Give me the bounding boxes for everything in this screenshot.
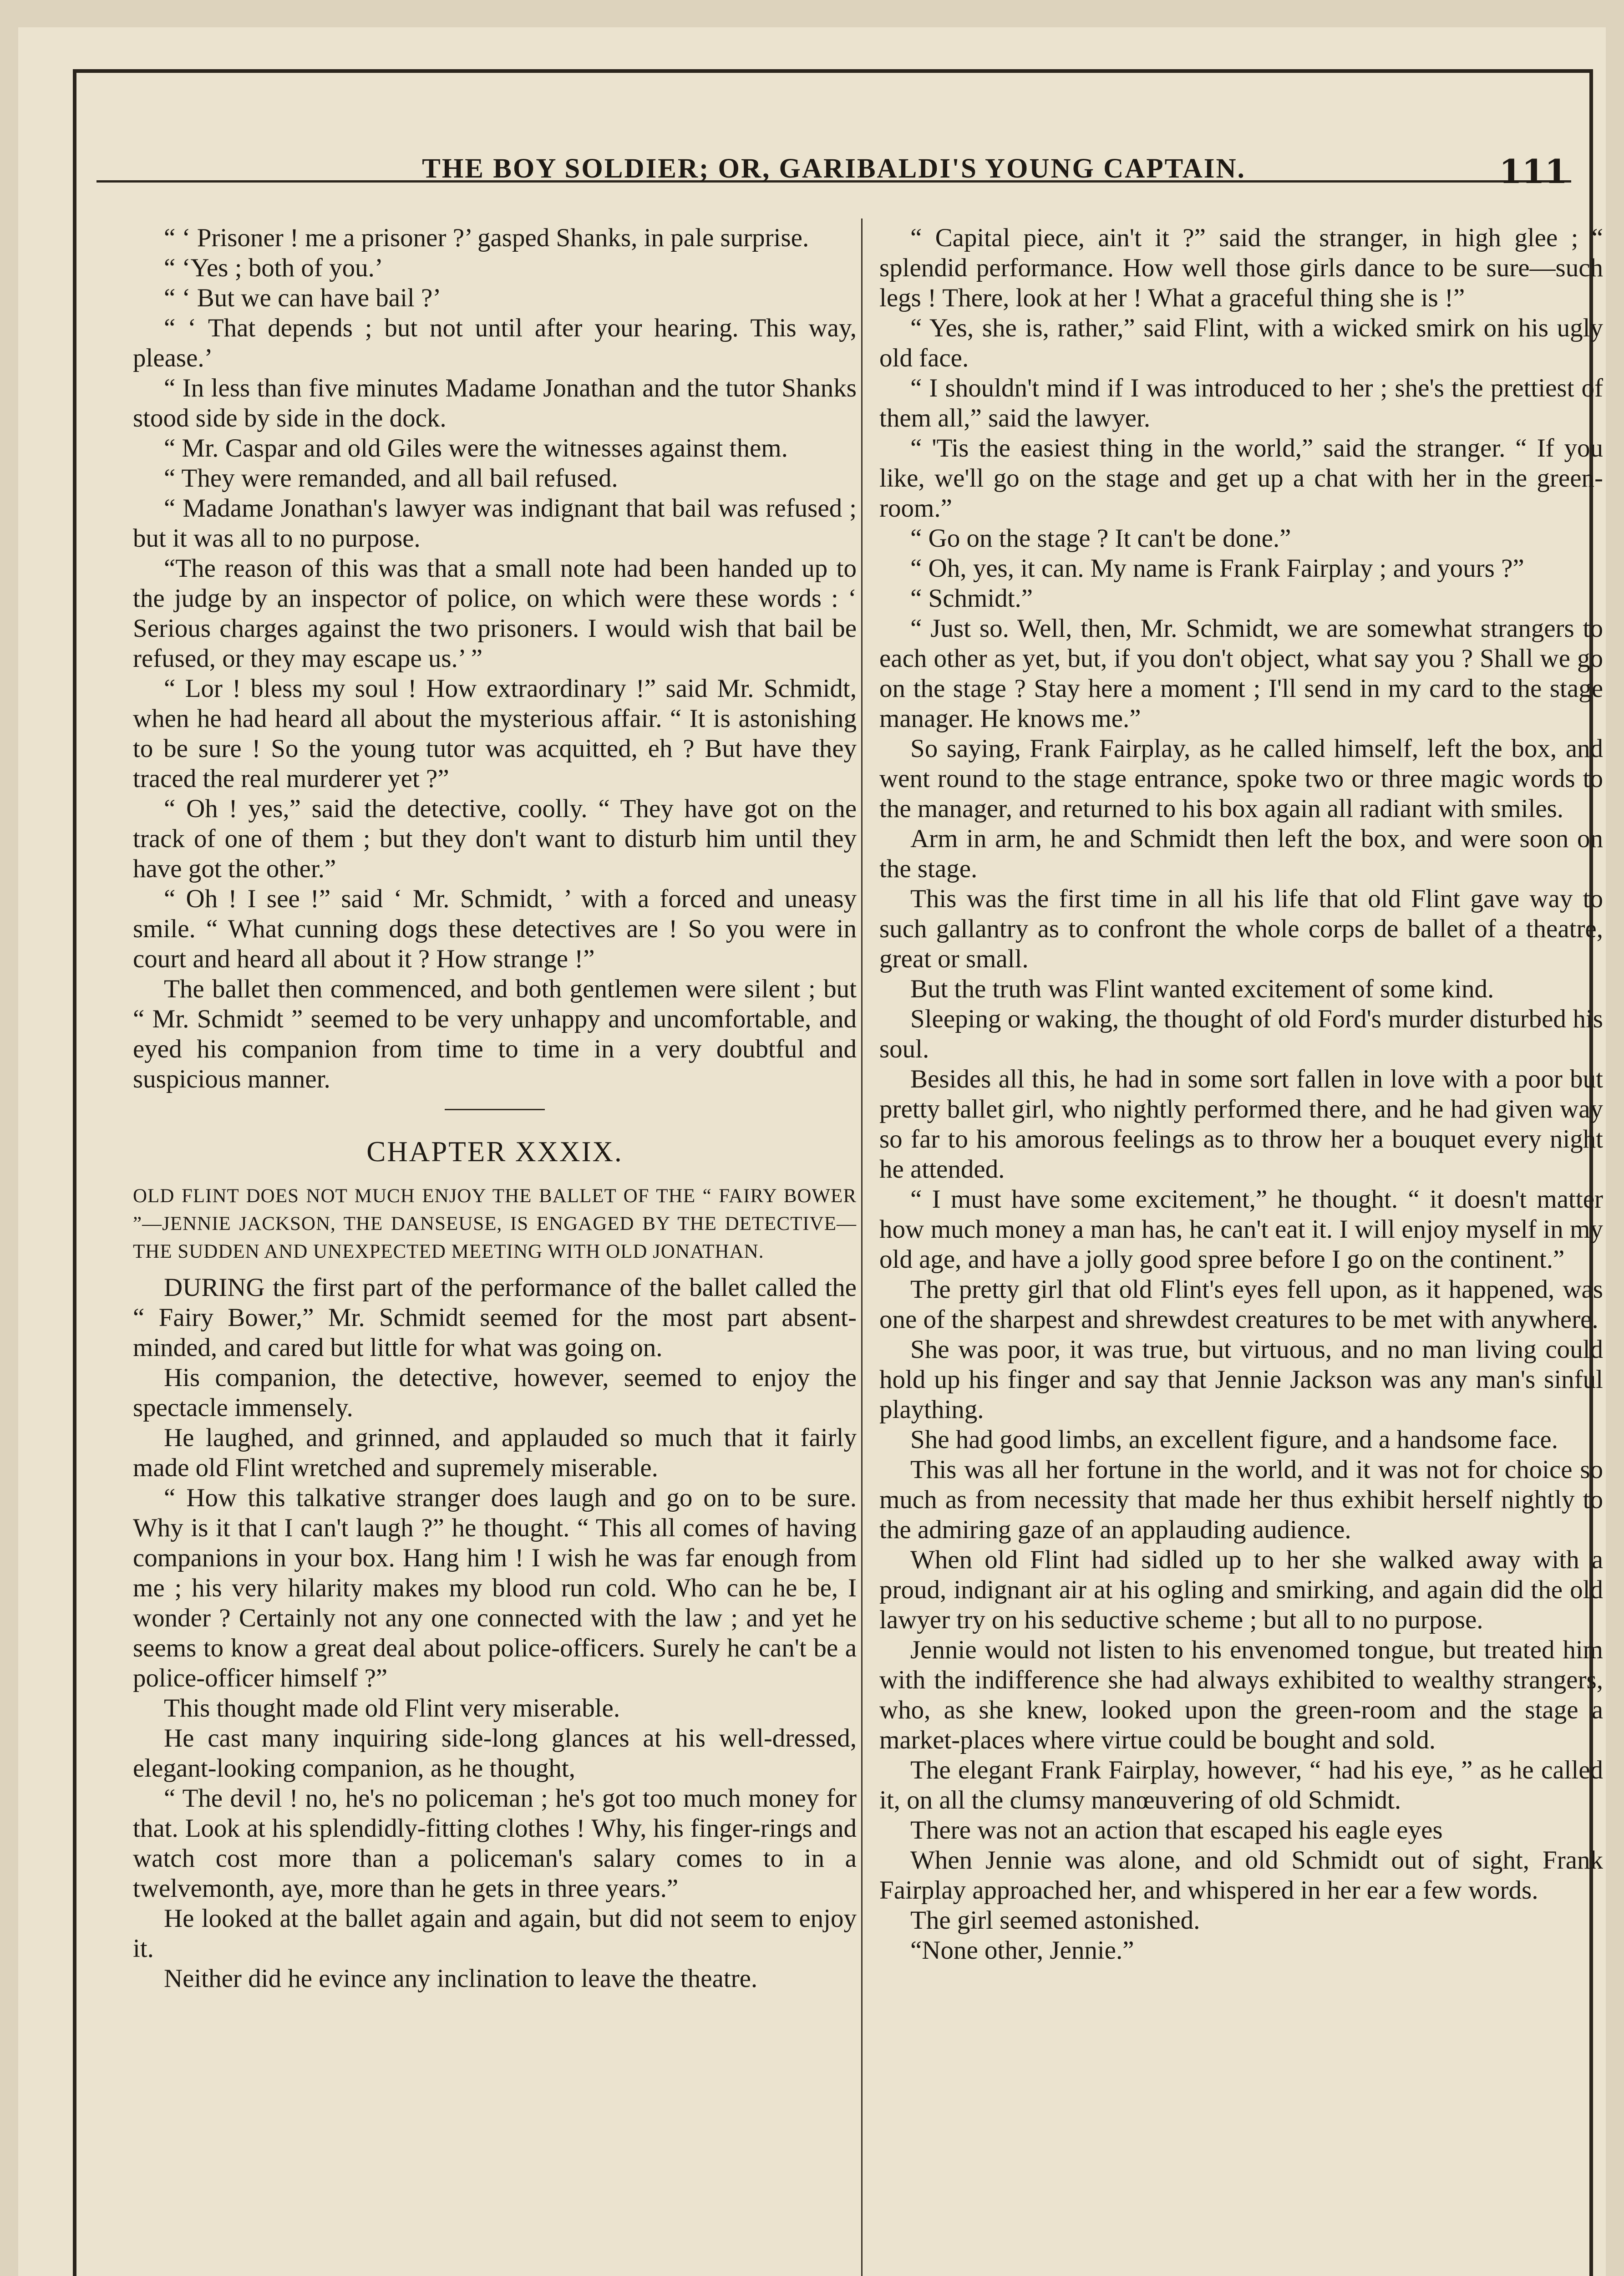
running-title: THE BOY SOLDIER; OR, GARIBALDI'S YOUNG CAPTAIN.	[422, 153, 1246, 184]
right-paragraph: This was the first time in all his life that old Flint gave way to such gallantry as to confront the whole corps de ballet of a theatre, great or small.	[879, 884, 1603, 973]
left-column	[133, 223, 857, 1994]
left-paragraph: “ ‘Yes ; both of you.’	[164, 254, 383, 282]
right-paragraph: The girl seemed astonished.	[910, 1906, 1200, 1935]
left-paragraph: “The reason of this was that a small note had been handed up to the judge by an inspector of police, on which were these words : ‘ Serious charges against the two prisoners. I would wish that bail be refused, or they may escape us.’ ”	[133, 554, 857, 673]
chapter-summary: OLD FLINT DOES NOT MUCH ENJOY THE BALLET OF THE “ FAIRY BOWER ”—JENNIE JACKSON, THE DANSEUSE, IS ENGAGED BY THE DETECTIVE—THE SUDDEN AND UNEXPECTED MEETING WITH OLD JONATHAN.	[133, 1185, 857, 1262]
right-paragraph: She had good limbs, an excellent figure, and a handsome face.	[910, 1425, 1558, 1454]
right-paragraph: So saying, Frank Fairplay, as he called himself, left the box, and went round to the stage entrance, spoke two or three magic words to the manager, and returned to his box again all radiant with smiles.	[879, 734, 1603, 823]
left-paragraph: His companion, the detective, however, seemed to enjoy the spectacle immensely.	[133, 1363, 857, 1422]
right-paragraph: “ I must have some excitement,” he thought. “ it doesn't matter how much money a man has, he can't eat it. I will enjoy myself in my old age, and have a jolly good spree before I go on the continent.”	[879, 1185, 1603, 1274]
right-paragraph: When old Flint had sidled up to her she walked away with a proud, indignant air at his ogling and smirking, and again did the old lawyer try on his seductive scheme ; but all to no purpose.	[879, 1545, 1603, 1634]
left-paragraph: “ Oh ! yes,” said the detective, coolly. “ They have got on the track of one of them ; but they don't want to disturb him until they have got the other.”	[133, 794, 857, 883]
left-paragraph: He looked at the ballet again and again, but did not seem to enjoy it.	[133, 1904, 857, 1963]
left-paragraph: “ Madame Jonathan's lawyer was indignant that bail was refused ; but it was all to no purpose.	[133, 494, 857, 553]
page-header	[96, 112, 1571, 191]
chapter-title: CHAPTER XXXIX.	[366, 1136, 623, 1168]
right-paragraph: “ Schmidt.”	[910, 584, 1033, 613]
left-paragraph: “ ‘ Prisoner ! me a prisoner ?’ gasped Shanks, in pale surprise.	[164, 224, 809, 252]
right-paragraph: “ Yes, she is, rather,” said Flint, with a wicked smirk on his ugly old face.	[879, 314, 1603, 372]
left-paragraph: “ Mr. Caspar and old Giles were the witnesses against them.	[164, 434, 788, 462]
right-paragraph: There was not an action that escaped his eagle eyes	[910, 1816, 1443, 1844]
right-paragraph: She was poor, it was true, but virtuous, and no man living could hold up his finger and say that Jennie Jackson was any man's sinful plaything.	[879, 1335, 1603, 1424]
left-paragraph: The ballet then commenced, and both gentlemen were silent ; but “ Mr. Schmidt ” seemed to be very unhappy and uncomfortable, and eyed his companion from time to time in a very doubtful and suspicious manner.	[133, 975, 857, 1093]
right-paragraph: Arm in arm, he and Schmidt then left the box, and were soon on the stage.	[879, 824, 1603, 883]
right-paragraph: But the truth was Flint wanted excitement of some kind.	[910, 975, 1494, 1003]
left-paragraph: “ ‘ That depends ; but not until after your hearing. This way, please.’	[133, 314, 857, 372]
left-paragraph: “ They were remanded, and all bail refused.	[164, 464, 618, 493]
right-paragraph: The pretty girl that old Flint's eyes fell upon, as it happened, was one of the sharpest and shrewdest creatures to be met with anywhere.	[879, 1275, 1603, 1334]
left-paragraph: He laughed, and grinned, and applauded so much that it fairly made old Flint wretched and supremely miserable.	[133, 1423, 857, 1482]
left-paragraph: “ ‘ But we can have bail ?’	[164, 284, 442, 312]
column-divider	[861, 218, 863, 2276]
left-paragraph: “ Lor ! bless my soul ! How extraordinary !” said Mr. Schmidt, when he had heard all about the mysterious affair. “ It is astonishing to be sure ! So the young tutor was acquitted, eh ? But have they traced the real murderer yet ?”	[133, 674, 857, 793]
left-paragraph: Neither did he evince any inclination to leave the theatre.	[164, 1964, 758, 1993]
right-paragraph: “ Go on the stage ? It can't be done.”	[910, 524, 1291, 553]
left-paragraph: This thought made old Flint very miserable.	[164, 1694, 620, 1722]
right-paragraph: “ Capital piece, ain't it ?” said the stranger, in high glee ; “ splendid performance. How well those girls dance to be sure—such legs ! There, look at her ! What a graceful thing she is !”	[879, 224, 1603, 312]
left-paragraph: “ Oh ! I see !” said ‘ Mr. Schmidt, ’ with a forced and uneasy smile. “ What cunning dogs these detectives are ! So you were in court and heard all about it ? How strange !”	[133, 884, 857, 973]
right-paragraph: The elegant Frank Fairplay, however, “ had his eye, ” as he called it, on all the clumsy manœuvering of old Schmidt.	[879, 1756, 1603, 1814]
printed-page	[18, 27, 1606, 2276]
right-paragraph: “None other, Jennie.”	[910, 1936, 1134, 1965]
chapter-separator	[445, 1109, 545, 1110]
right-paragraph: This was all her fortune in the world, and it was not for choice so much as from necessity that made her thus exhibit herself nightly to the admiring gaze of an applauding audience.	[879, 1455, 1603, 1544]
right-column	[879, 223, 1603, 1966]
left-paragraph: He cast many inquiring side-long glances at his well-dressed, elegant-looking companion, as he thought,	[133, 1724, 857, 1783]
right-paragraph: Jennie would not listen to his envenomed tongue, but treated him with the indifference she had always exhibited to wealthy strangers, who, as she knew, looked upon the green-room and the stage a market-places where virtue could be bought and sold.	[879, 1636, 1603, 1754]
page-number: 111	[1499, 152, 1568, 191]
right-paragraph: “ Oh, yes, it can. My name is Frank Fairplay ; and yours ?”	[910, 554, 1524, 583]
right-paragraph: “ 'Tis the easiest thing in the world,” said the stranger. “ If you like, we'll go on the stage and get up a chat with her in the green-room.”	[879, 434, 1603, 523]
left-paragraph: DURING the first part of the performance of the ballet called the “ Fairy Bower,” Mr. Schmidt seemed for the most part absent-minded, and cared but little for what was going on.	[133, 1273, 857, 1362]
right-paragraph: When Jennie was alone, and old Schmidt out of sight, Frank Fairplay approached her, and whispered in her ear a few words.	[879, 1846, 1603, 1905]
left-paragraph: “ The devil ! no, he's no policeman ; he's got too much money for that. Look at his splendidly-fitting clothes ! Why, his finger-rings and watch cost more than a policeman's salary comes to in a twelvemonth, aye, more than he gets in three years.”	[133, 1784, 857, 1903]
right-paragraph: Sleeping or waking, the thought of old Ford's murder disturbed his soul.	[879, 1005, 1603, 1063]
right-paragraph: “ Just so. Well, then, Mr. Schmidt, we are somewhat strangers to each other as yet, but, if you don't object, what say you ? Shall we go on the stage ? Stay here a moment ; I'll send in my card to the stage manager. He knows me.”	[879, 614, 1603, 733]
right-paragraph: Besides all this, he had in some sort fallen in love with a poor but pretty ballet girl, who nightly performed there, and he had given way so far to his amorous feelings as to throw her a bouquet every night he attended.	[879, 1065, 1603, 1184]
right-paragraph: “ I shouldn't mind if I was introduced to her ; she's the prettiest of them all,” said the lawyer.	[879, 374, 1603, 432]
left-paragraph: “ How this talkative stranger does laugh and go on to be sure. Why is it that I can't laugh ?” he thought. “ This all comes of having companions in your box. Hang him ! I wish he was far enough from me ; his very hilarity makes my blood run cold. Who can he be, I wonder ? Certainly not any one connected with the law ; and yet he seems to know a great deal about police-officers. Surely he can't be a police-officer himself ?”	[133, 1483, 857, 1692]
left-paragraph: “ In less than five minutes Madame Jonathan and the tutor Shanks stood side by side in the dock.	[133, 374, 857, 432]
